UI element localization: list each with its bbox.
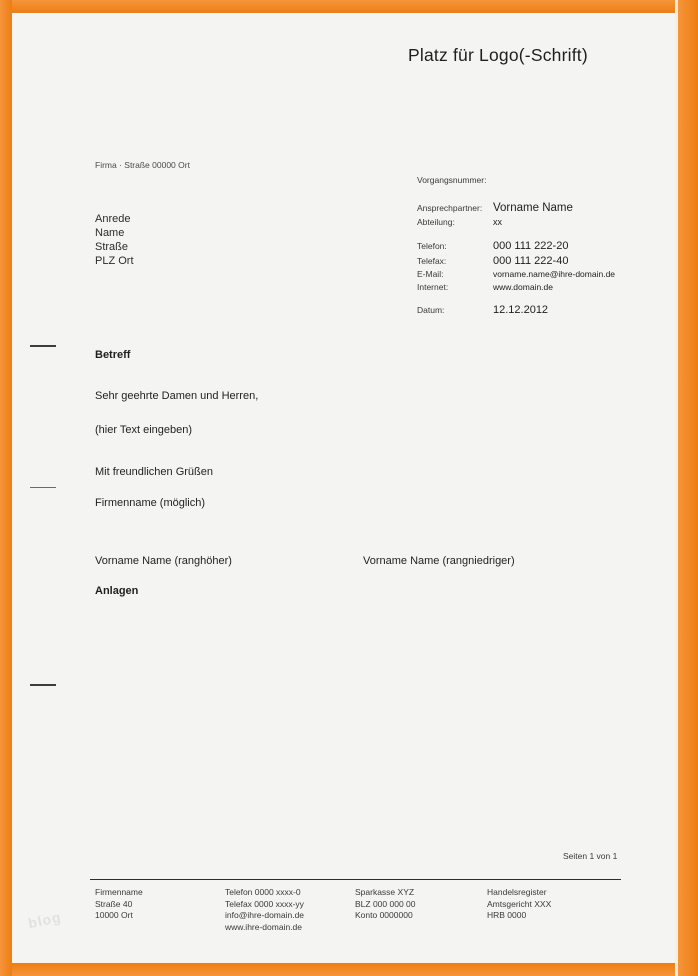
info-value-internet: www.domain.de (493, 281, 554, 292)
vorgangsnummer-label: Vorgangsnummer: (417, 175, 487, 185)
footer-line: 10000 Ort (95, 910, 133, 920)
frame-left-bar (0, 0, 12, 976)
recipient-line-plz-ort: PLZ Ort (95, 255, 134, 267)
datum-label: Datum: (417, 304, 445, 315)
closing-formula: Mit freundlichen Grüßen (95, 466, 213, 478)
footer-line: Firmenname (95, 887, 143, 897)
salutation: Sehr geehrte Damen und Herren, (95, 390, 259, 402)
footer-column-bank (355, 887, 416, 922)
info-label: Internet: (417, 281, 449, 292)
footer-line: BLZ 000 000 00 (355, 898, 416, 909)
info-value: Vorname Name (493, 202, 573, 214)
footer-line: Amtsgericht XXX (487, 898, 552, 909)
footer-line: www.ihre-domain.de (225, 921, 303, 932)
recipient-line-anrede: Anrede (95, 213, 131, 225)
fold-mark (30, 345, 56, 347)
footer-line: Sparkasse XYZ (355, 887, 415, 897)
footer-divider-line (90, 879, 621, 880)
sender-return-address-line: Firma · Straße 00000 Ort (95, 160, 190, 170)
logo-placeholder-text: Platz für Logo(-Schrift) (408, 45, 588, 65)
info-value-email: vorname.name@ihre-domain.de (493, 269, 616, 279)
frame-right-bar (678, 0, 698, 976)
info-label: Abteilung: (417, 216, 455, 227)
footer-column-company (95, 887, 143, 922)
page-indicator: Seiten 1 von 1 (563, 851, 618, 861)
footer-line: Konto 0000000 (355, 910, 413, 920)
fold-mark (30, 684, 56, 686)
info-value: 000 111 222-40 (493, 254, 569, 267)
footer-column-contact (225, 887, 304, 933)
center-mark (30, 487, 56, 488)
frame-bottom-bar (0, 963, 698, 976)
info-label: Telefax: (417, 255, 447, 266)
watermark-text: blog (26, 908, 63, 932)
frame-top-bar (0, 0, 698, 13)
footer-line: HRB 0000 (487, 910, 527, 920)
footer-line: Telefon 0000 xxxx-0 (225, 887, 301, 897)
footer-line: Straße 40 (95, 898, 133, 909)
info-value: 000 111 222-20 (493, 240, 569, 252)
datum-value: 12.12.2012 (493, 303, 549, 316)
info-row-email (417, 269, 647, 279)
recipient-address-block (95, 212, 134, 268)
info-row-ansprechpartner (417, 202, 647, 214)
body-text-placeholder: (hier Text eingeben) (95, 424, 193, 436)
company-name-line: Firmenname (möglich) (95, 497, 206, 509)
info-block (417, 175, 647, 318)
attachments-label: Anlagen (95, 585, 139, 597)
info-label: Telefon: (417, 241, 447, 251)
signature-right: Vorname Name (rangniedriger) (363, 555, 515, 567)
footer-line: info@ihre-domain.de (225, 910, 305, 920)
info-label: E-Mail: (417, 269, 444, 279)
signature-left: Vorname Name (ranghöher) (95, 555, 232, 567)
info-row-abteilung (417, 217, 647, 227)
recipient-line-name: Name (95, 227, 125, 239)
info-row-telefax (417, 255, 647, 267)
info-row-telefon (417, 240, 647, 252)
info-row-internet (417, 282, 647, 292)
subject-line: Betreff (95, 349, 131, 361)
footer-column-register (487, 887, 551, 922)
footer-line: Handelsregister (487, 887, 547, 897)
info-value: xx (493, 216, 502, 227)
footer-line: Telefax 0000 xxxx-yy (225, 898, 304, 909)
recipient-line-strasse: Straße (95, 241, 129, 253)
info-label: Ansprechpartner: (417, 203, 483, 213)
info-row-datum (417, 304, 647, 316)
